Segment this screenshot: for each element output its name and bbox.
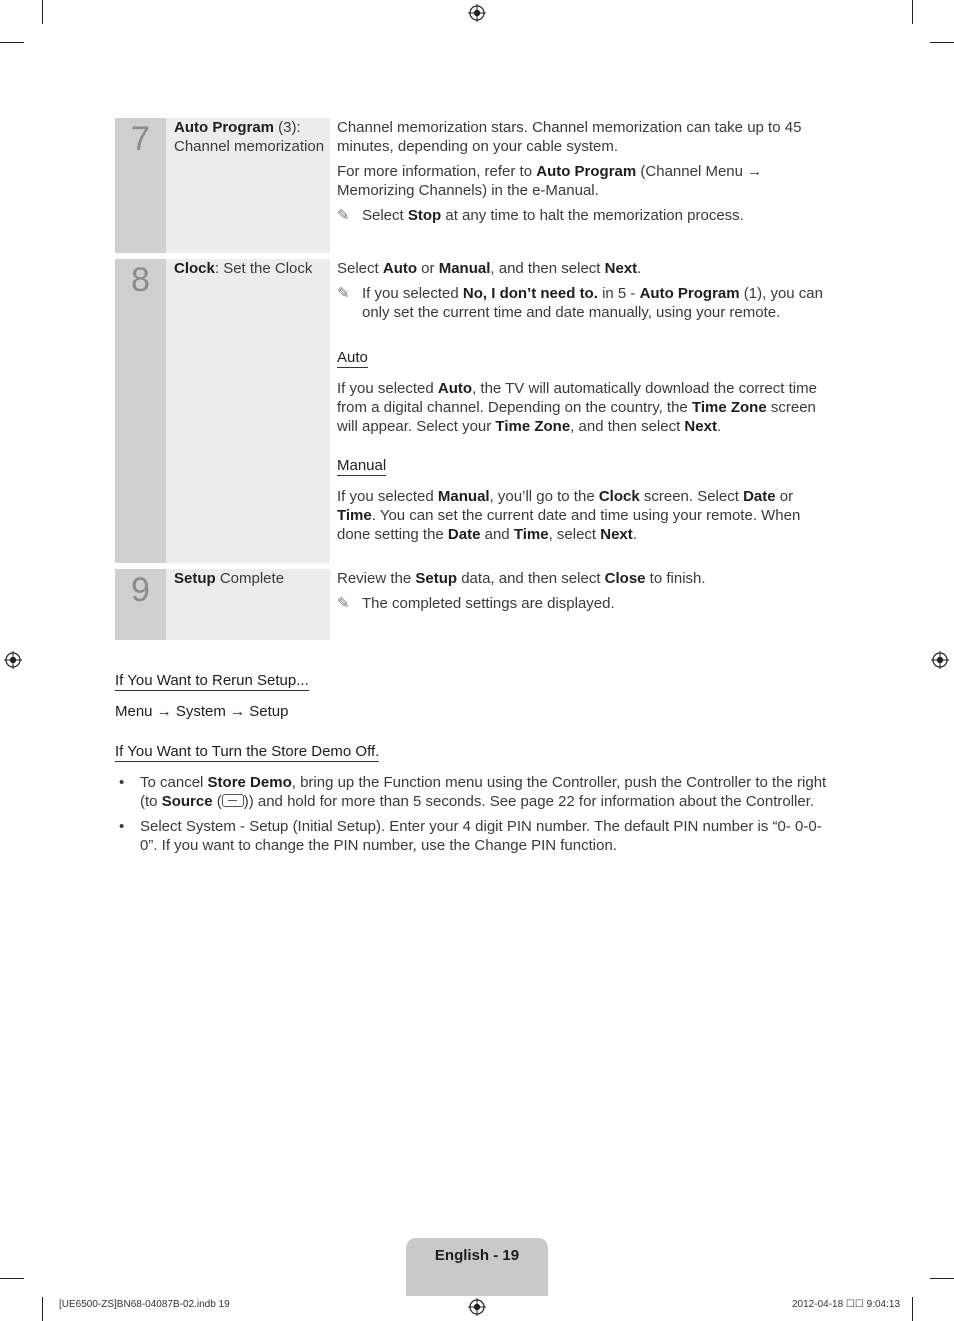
registration-mark-icon <box>468 4 486 22</box>
crop-mark <box>930 1278 954 1279</box>
registration-mark-icon <box>468 1298 486 1316</box>
pencil-note-icon: ✎ <box>337 595 350 612</box>
store-demo-list <box>115 773 835 861</box>
step-description: Channel memorization stars. Channel memorization can take up to 45 minutes, depending on your cable system. For more information, refer to Auto Program (Channel Menu → Memorizing Channels) in the e-Manual. ✎ Select Stop at any time to halt the memorization process. <box>330 118 835 253</box>
crop-mark <box>930 42 954 43</box>
crop-mark <box>0 42 24 43</box>
step-row-7 <box>115 118 835 253</box>
print-timestamp: 2012-04-18 ☐☐ 9:04:13 <box>792 1299 901 1310</box>
menu-path: Menu → System → Setup <box>115 703 289 720</box>
note: ✎ If you selected No, I don’t need to. in 5 - Auto Program (1), you can only set the current time and date manually, using your remote. <box>337 285 823 321</box>
print-file-info: [UE6500-ZS]BN68-04087B-02.indb 19 <box>59 1299 230 1310</box>
rerun-setup-heading: If You Want to Rerun Setup... <box>115 672 309 689</box>
step-description: Select Auto or Manual, and then select Next. ✎ If you selected No, I don’t need to. in 5 - Auto Program (1), you can only set the current time and date manually, using your remote. Auto If you selected Auto, the TV will automatically download the correct time from a digital channel. Depending on the country, the Time Zone screen will appear. Select your Time Zone, and then select Next. Manual If you selected Manual, you’ll go to the Clock screen. Select Date or Time. You can set the current date and time using your remote. When done setting the Date and Time, select Next. <box>330 259 835 563</box>
page-number-tab <box>406 1238 548 1296</box>
note: ✎ The completed settings are displayed. <box>337 595 615 612</box>
step-number: 8 <box>115 259 166 563</box>
step-row-8 <box>115 259 835 563</box>
crop-mark <box>912 0 913 24</box>
list-item: • Select System - Setup (Initial Setup). Enter your 4 digit PIN number. The default PIN number is “0- 0-0-0”. If you want to change the PIN number, use the Change PIN function. <box>119 818 822 854</box>
step-row-9 <box>115 569 835 640</box>
registration-mark-icon <box>931 651 949 669</box>
step-number: 7 <box>115 118 166 253</box>
crop-mark <box>42 0 43 24</box>
registration-mark-icon <box>4 651 22 669</box>
store-demo-heading: If You Want to Turn the Store Demo Off. <box>115 743 380 760</box>
step-title: Clock: Set the Clock <box>166 259 330 563</box>
crop-mark <box>912 1297 913 1321</box>
setup-steps-table <box>115 118 835 640</box>
list-item: • To cancel Store Demo, bring up the Function menu using the Controller, push the Controller to the right (to Source ( )) and hold for more than 5 seconds. See page 22 for information about the Controller. <box>119 774 827 810</box>
pencil-note-icon: ✎ <box>337 285 350 302</box>
source-input-icon <box>222 794 244 807</box>
crop-mark <box>0 1278 24 1279</box>
note: ✎ Select Stop at any time to halt the memorization process. <box>337 207 744 224</box>
step-number: 9 <box>115 569 166 640</box>
subheading-manual: Manual <box>337 457 387 474</box>
crop-mark <box>42 1297 43 1321</box>
pencil-note-icon: ✎ <box>337 207 350 224</box>
step-description: Review the Setup data, and then select Close to finish. ✎ The completed settings are displayed. <box>330 569 835 640</box>
page-number: English - 19 <box>434 1247 520 1264</box>
step-title: Setup Complete <box>166 569 330 640</box>
step-title: Auto Program (3): Channel memorization <box>166 118 330 253</box>
subheading-auto: Auto <box>337 349 368 366</box>
